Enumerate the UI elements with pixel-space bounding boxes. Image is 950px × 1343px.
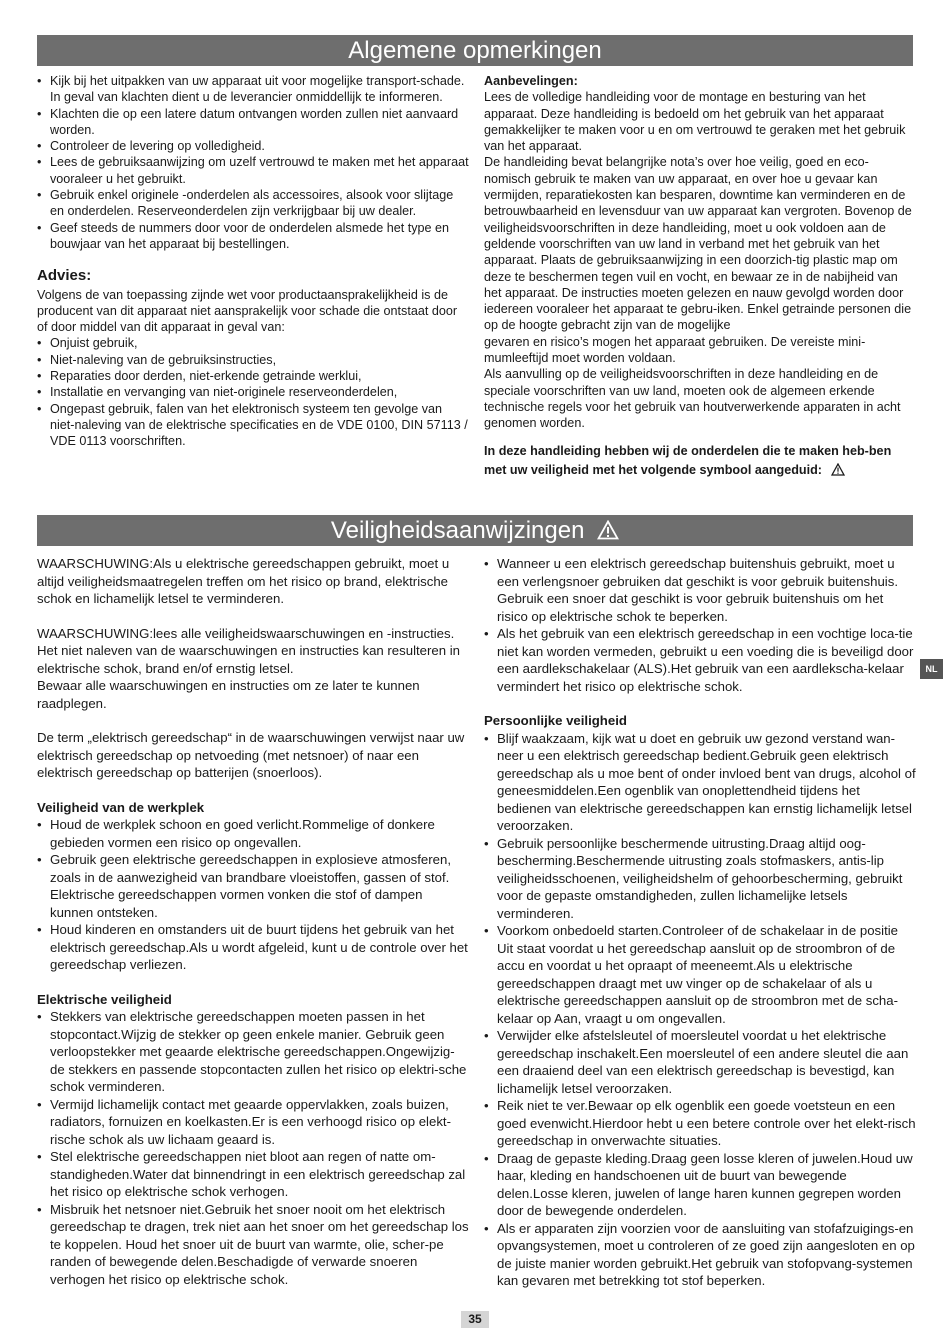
list-item: • Als het gebruik van een elektrisch gereedschap in een vochtige loca-tie niet kan worden vermeden, gebruikt u een voeding die is beveiligd door een aardlekschakelaar (ALS).Het gebruik van een aardlekscha-kelaar vermindert het risico op elektrische schok. (484, 625, 916, 695)
recommendations-paragraph: gevaren en risico’s mogen het apparaat gebruiken. De vereiste mini-mumleeftijd moet worden voldaan. (484, 334, 866, 366)
advies-list (37, 335, 469, 449)
list-item: • Klachten die op een latere datum ontvangen worden zullen niet aanvaard worden. (37, 106, 469, 139)
safety-symbol-note: In deze handleiding hebben wij de onderdelen die te maken heb-ben met uw veiligheid met het volgende symbool aangeduid: (484, 443, 892, 477)
term-definition: De term „elektrisch gereedschap“ in de waarschuwingen verwijst naar uw elektrisch gereedschap op netvoeding (met netsnoer) of naar een elektrisch gereedschap op batterijen (snoerloos). (37, 730, 465, 780)
page-number: 35 (461, 1311, 489, 1328)
list-item: • Wanneer u een elektrisch gereedschap buitenshuis gebruikt, moet u een verlengsnoer gebruiken dat geschikt is voor gebruik buitenshuis. Gebruik een snoer dat geschikt is voor gebruik buitenshuis om het risico op elektrische schok te beperken. (484, 555, 916, 625)
advies-text: Volgens de van toepassing zijnde wet voor productaansprakelijkheid is de producent van dit apparaat niet aansprakelijk voor schade die ontstaat door of door middel van dit apparaat in geval van: (37, 287, 458, 335)
list-item: • Blijf waakzaam, kijk wat u doet en gebruik uw gezond verstand wan-neer u een elektrisch gereedschap bedient.Gebruik geen elektrisch gereedschap als u moe bent of onder invloed bent van drugs, alcohol of geneesmiddelen.Een ogenblik van onoplettendheid tijdens het bedienen van elektrische gereedschappen kan ernstig lichamelijk letsel veroorzaken. (484, 730, 916, 835)
warning-triangle-icon (597, 520, 619, 540)
list-item: • Reik niet te ver.Bewaar op elk ogenblik een goede voetsteun en een goed evenwicht.Hierdoor hebt u een betere controle over het elekt-risch gereedschap in onverwachte situaties. (484, 1097, 916, 1150)
list-item: • Misbruik het netsnoer niet.Gebruik het snoer nooit om het elektrisch gereedschap te dragen, trek niet aan het snoer om het gereedschap los te koppelen. Houd het snoer uit de buurt van warmte, olie, scher-pe randen of bewegende delen.Beschadigde of verwarde snoeren verhogen het risico op elektrische schok. (37, 1201, 469, 1289)
list-item: • Niet-naleving van de gebruiksinstructies, (37, 352, 469, 368)
list-item: • Houd de werkplek schoon en goed verlicht.Rommelige of donkere gebieden vormen een risico op ongevallen. (37, 816, 469, 851)
list-item: • Gebruik geen elektrische gereedschappen in explosieve atmosferen, zoals in de aanwezigheid van brandbare vloeistoffen, gassen of stof. Elektrische gereedschappen vormen vonken die stof of dampen kunnen ontsteken. (37, 851, 469, 921)
warning-triangle-icon (831, 463, 845, 476)
list-item: • Geef steeds de nummers door voor de onderdelen alsmede het type en bouwjaar van het apparaat bij bestellingen. (37, 220, 469, 253)
warning-paragraph: Bewaar alle waarschuwingen en instructies om ze later te kunnen raadplegen. (37, 678, 420, 711)
list-item: • Onjuist gebruik, (37, 335, 469, 351)
list-item: • Als er apparaten zijn voorzien voor de aansluiting van stofafzuigings-en opvangsystemen, moet u controleren of ze goed zijn aangesloten en op de juiste manier worden gebruikt.Het gebruik van stofopvang-systemen kan gevaren met betrekking tot stof beperken. (484, 1220, 916, 1290)
warning-paragraph: WAARSCHUWING:lees alle veiligheidswaarschuwingen en -instructies. Het niet naleven van de waarschuwingen en instructies kan resulteren in elektrische schok, brand en/of ernstig letsel. (37, 625, 460, 676)
list-item: • Houd kinderen en omstanders uit de buurt tijdens het gebruik van het elektrisch gereedschap.Als u wordt afgeleid, kunt u de controle over het gereedschap verliezen. (37, 921, 469, 974)
list-item: • Installatie en vervanging van niet-originele reserveonderdelen, (37, 384, 469, 400)
recommendations-column (484, 73, 912, 480)
list-item: • Reparaties door derden, niet-erkende getrainde werklui, (37, 368, 469, 384)
workplace-safety-heading: Veiligheid van de werkplek (37, 799, 205, 815)
personal-safety-heading: Persoonlijke veiligheid (484, 713, 627, 728)
personal-safety-list (484, 730, 916, 1290)
safety-left-column (37, 555, 469, 1288)
list-item: • Stekkers van elektrische gereedschappen moeten passen in het stopcontact.Wijzig de stekker op geen enkele manier. Gebruik geen verloopstekker met geaarde elektrische gereedschappen.Ongewijzig-de stekkers en passende stopcontacten zullen het risico op elektri-sche schok verminderen. (37, 1008, 469, 1096)
advies-heading: Advies: (37, 267, 92, 285)
list-item: • Verwijder elke afstelsleutel of moersleutel voordat u het elektrische gereedschap inschakelt.Een moersleutel of een andere sleutel die aan een draaiend deel van een elektrisch gereedschap is bevestigd, kan lichamelijk letsel veroorzaken. (484, 1027, 916, 1097)
electrical-safety-list (37, 1008, 469, 1288)
list-item: • Gebruik enkel originele -onderdelen als accessoires, alsook voor slijtage en onderdelen. Reserveonderdelen zijn verkrijgbaar bij uw dealer. (37, 187, 469, 220)
workplace-safety-list (37, 816, 469, 974)
list-item: • Kijk bij het uitpakken van uw apparaat uit voor mogelijke transport-schade. In geval van klachten dient u de leverancier onmiddellijk te informeren. (37, 73, 469, 106)
list-item: • Stel elektrische gereedschappen niet bloot aan regen of natte om-standigheden.Water dat binnendringt in een elektrisch gereedschap zal het risico op elektrische schok verhogen. (37, 1148, 469, 1201)
recommendations-paragraph: Als aanvulling op de veiligheidsvoorschriften in deze handleiding en de speciale voorschriften van uw land, moeten ook de algemeen erkende technische regels voor het gebruik van houtverwerkende apparaten in acht genomen worden. (484, 367, 901, 431)
section-title-general-remarks: Algemene opmerkingen (37, 35, 913, 66)
electrical-safety-heading: Elektrische veiligheid (37, 991, 172, 1007)
warning-paragraph: WAARSCHUWING:Als u elektrische gereedschappen gebruikt, moet u altijd veiligheidsmaatregelen treffen om het risico op brand, elektrische schok en lichamelijk letsel te verminderen. (37, 556, 450, 606)
language-tab: NL (920, 659, 943, 679)
recommendations-paragraph: Lees de volledige handleiding voor de montage en besturing van het apparaat. Deze handleiding is bedoeld om het gebruik van het apparaat gemakkelijker te maken voor u en om vertrouwd te geraken met het gebruik van het apparaat. (484, 90, 906, 154)
outdoor-safety-list (484, 555, 916, 695)
recommendations-paragraph: De handleiding bevat belangrijke nota’s over hoe veilig, goed en eco-nomisch gebruik te maken van uw apparaat, en over hoe u gevaar kan vermijden, reparatiekosten kan besparen, downtime kan verminderen en de betrouwbaarheid en levensduur van uw apparaat kan vergroten. Bovenop de veiligheidsvoorschriften in deze handleiding, moet u ook voldoen aan de geldende voorschriften van uw land in verband met het gebruik van het apparaat. Plaats de gebruiksaanwijzing in een doorzich-tig plastic map om deze te beschermen tegen vuil en vocht, en bewaar ze in de nabijheid van het apparaat. De instructies moeten gelezen en nauw gevolgd worden door iedereen vooraleer het apparaat te gebru-iken. Enkel getrainde personen die op de hoogte gebracht zijn van de mogelijke (484, 155, 912, 333)
list-item: • Lees de gebruiksaanwijzing om uzelf vertrouwd te maken met het apparaat vooraleer u het gebruikt. (37, 154, 469, 187)
safety-right-column (484, 555, 916, 1290)
section-title-safety-instructions: Veiligheidsaanwijzingen (37, 515, 913, 546)
general-remarks-list (37, 73, 469, 252)
list-item: • Controleer de levering op volledigheid. (37, 138, 469, 154)
recommendations-heading: Aanbevelingen: (484, 74, 578, 88)
general-remarks-left-column (37, 73, 469, 450)
list-item: • Gebruik persoonlijke beschermende uitrusting.Draag altijd oog-bescherming.Beschermende uitrusting zoals stofmaskers, antis-lip veiligheidsschoenen, veiligheidshelm of gehoorbescherming, gebruikt voor de gepaste omstandigheden, zullen lichamelijke letsels verminderen. (484, 835, 916, 923)
list-item: • Vermijd lichamelijk contact met geaarde oppervlakken, zoals buizen, radiators, fornuizen en koelkasten.Er is een verhoogd risico op elekt-rische schok als uw lichaam geaard is. (37, 1096, 469, 1149)
list-item: • Ongepast gebruik, falen van het elektronisch systeem ten gevolge van niet-naleving van de elektrische specificaties en de VDE 0100, DIN 57113 / VDE 0113 voorschriften. (37, 401, 469, 450)
list-item: • Voorkom onbedoeld starten.Controleer of de schakelaar in de positie Uit staat voordat u het gereedschap aansluit op de stroombron of de accu en voordat u het opraapt of meeneemt.Als u elektrische gereedschappen draagt met uw vinger op de schakelaar of als u elektrische gereedschappen aansluit op de stroombron met de scha-kelaar op Aan, vraagt u om ongevallen. (484, 922, 916, 1027)
list-item: • Draag de gepaste kleding.Draag geen losse kleren of juwelen.Houd uw haar, kleding en handschoenen uit de buurt van bewegende delen.Losse kleren, juwelen of lange haren kunnen gegrepen worden door de bewegende onderdelen. (484, 1150, 916, 1220)
